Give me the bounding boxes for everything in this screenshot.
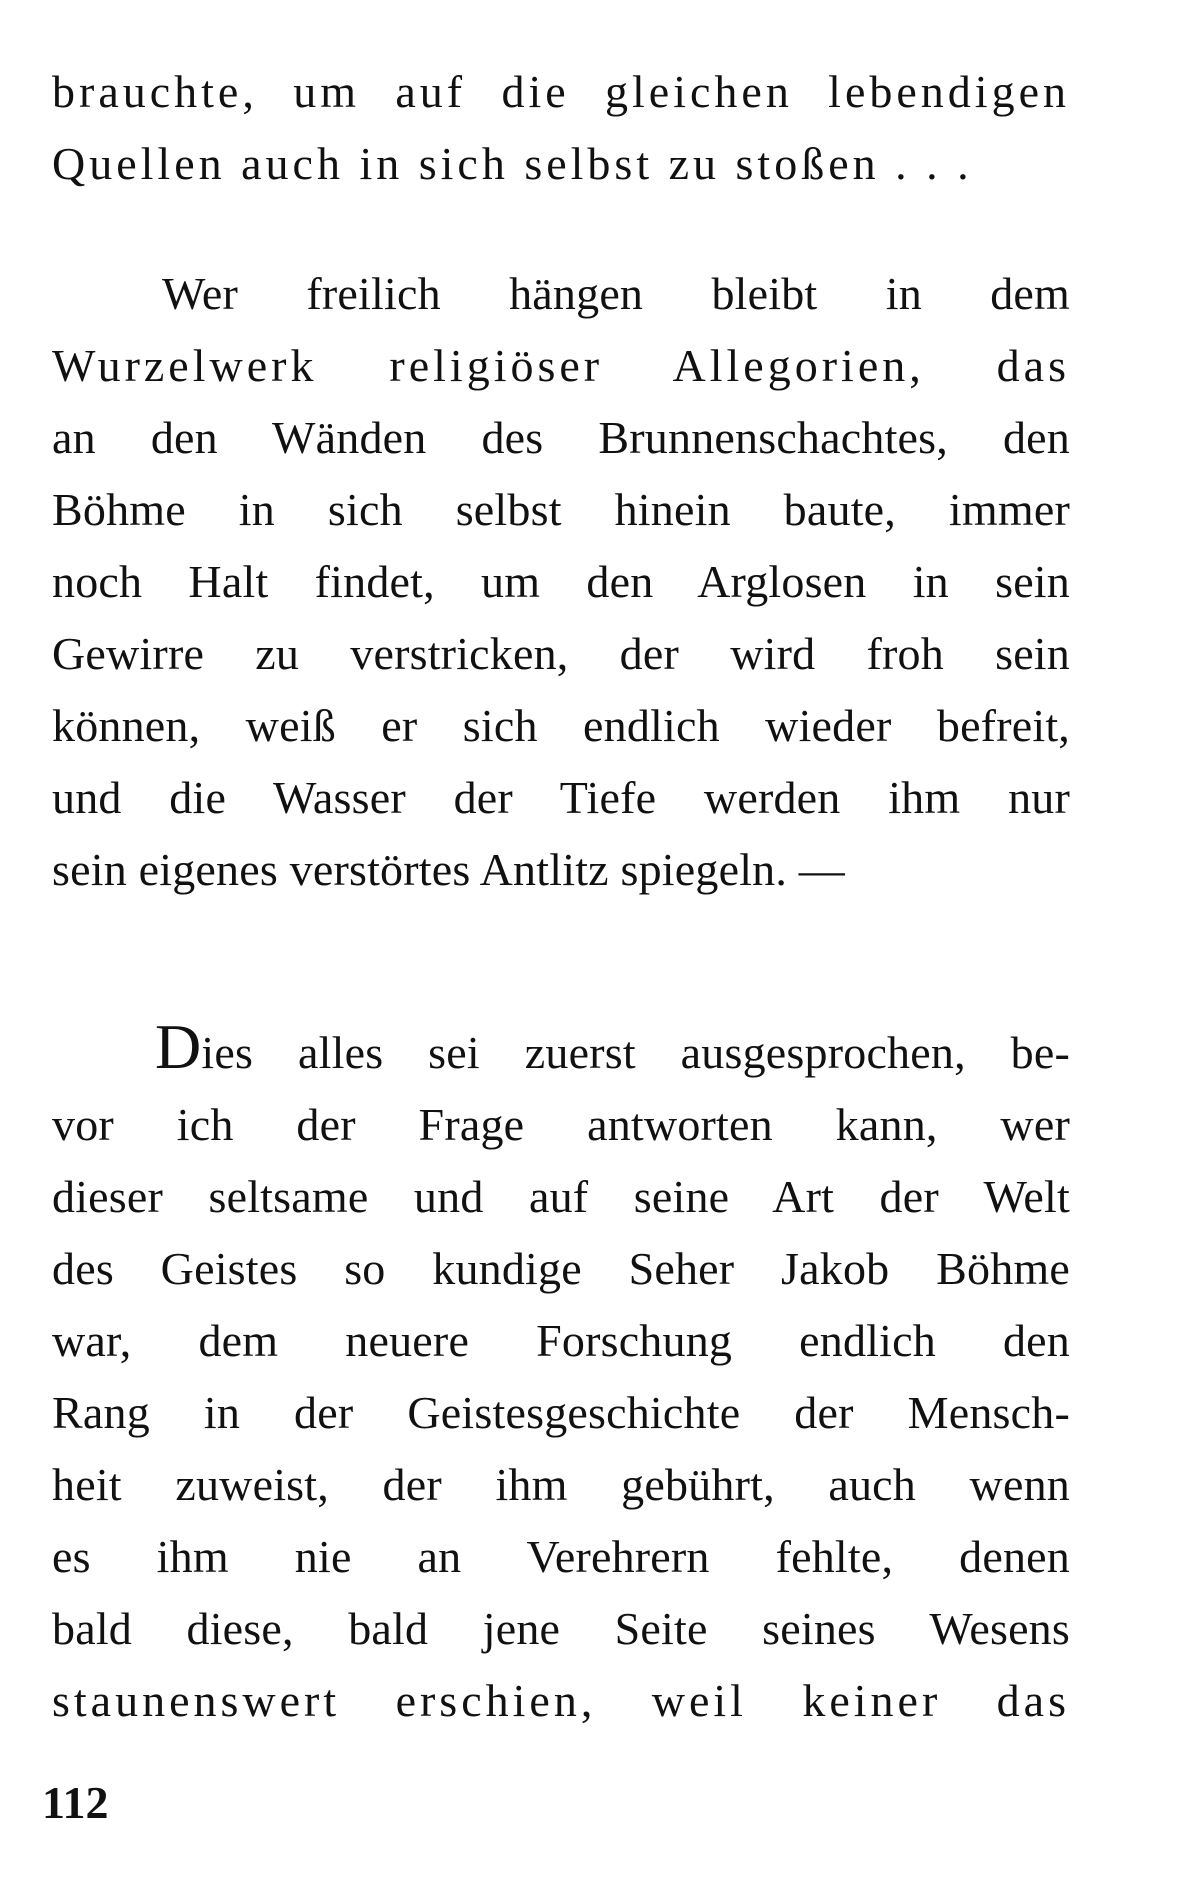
text-line: vor ich der Frage antworten kann, wer	[52, 1099, 1070, 1150]
text-line-rest: ies alles sei zuerst ausgesprochen, be-	[201, 1027, 1070, 1078]
text-line: es ihm nie an Verehrern fehlte, denen	[52, 1531, 1070, 1582]
text-line: an den Wänden des Brunnenschachtes, den	[52, 412, 1070, 463]
text-line: Gewirre zu verstricken, der wird froh sein	[52, 628, 1070, 679]
text-line: bald diese, bald jene Seite seines Wesens	[52, 1603, 1070, 1654]
drop-cap: D	[155, 1011, 202, 1082]
paragraph-jakob-boehme	[52, 1011, 1070, 1737]
text-line: heit zuweist, der ihm gebührt, auch wenn	[52, 1459, 1070, 1510]
text-line: und die Wasser der Tiefe werden ihm nur	[52, 772, 1070, 823]
text-line: staunenswert erschien, weil keiner das	[52, 1675, 1070, 1726]
text-line: Wurzelwerk religiöser Allegorien, das	[52, 340, 1070, 391]
text-line: Rang in der Geistesgeschichte der Mensch-	[52, 1387, 1070, 1438]
text-line: Quellen auch in sich selbst zu stoßen . . .	[52, 138, 973, 189]
page-number: 112	[42, 1777, 109, 1828]
text-line: noch Halt findet, um den Arglosen in sein	[52, 556, 1070, 607]
text-line-with-drop-cap	[52, 1011, 1070, 1089]
paragraph-continuation	[52, 56, 1070, 200]
text-line: Böhme in sich selbst hinein baute, immer	[52, 484, 1070, 535]
text-line: des Geistes so kundige Seher Jakob Böhme	[52, 1243, 1070, 1294]
text-line: können, weiß er sich endlich wieder befreit,	[52, 700, 1070, 751]
paragraph-boehme-allegories	[52, 258, 1070, 906]
text-line: dieser seltsame und auf seine Art der Welt	[52, 1171, 1070, 1222]
text-line: brauchte, um auf die gleichen lebendigen	[52, 66, 1070, 117]
text-line: sein eigenes verstörtes Antlitz spiegeln. —	[52, 844, 845, 895]
text-line: Wer freilich hängen bleibt in dem	[162, 268, 1070, 319]
text-line: war, dem neuere Forschung endlich den	[52, 1315, 1070, 1366]
